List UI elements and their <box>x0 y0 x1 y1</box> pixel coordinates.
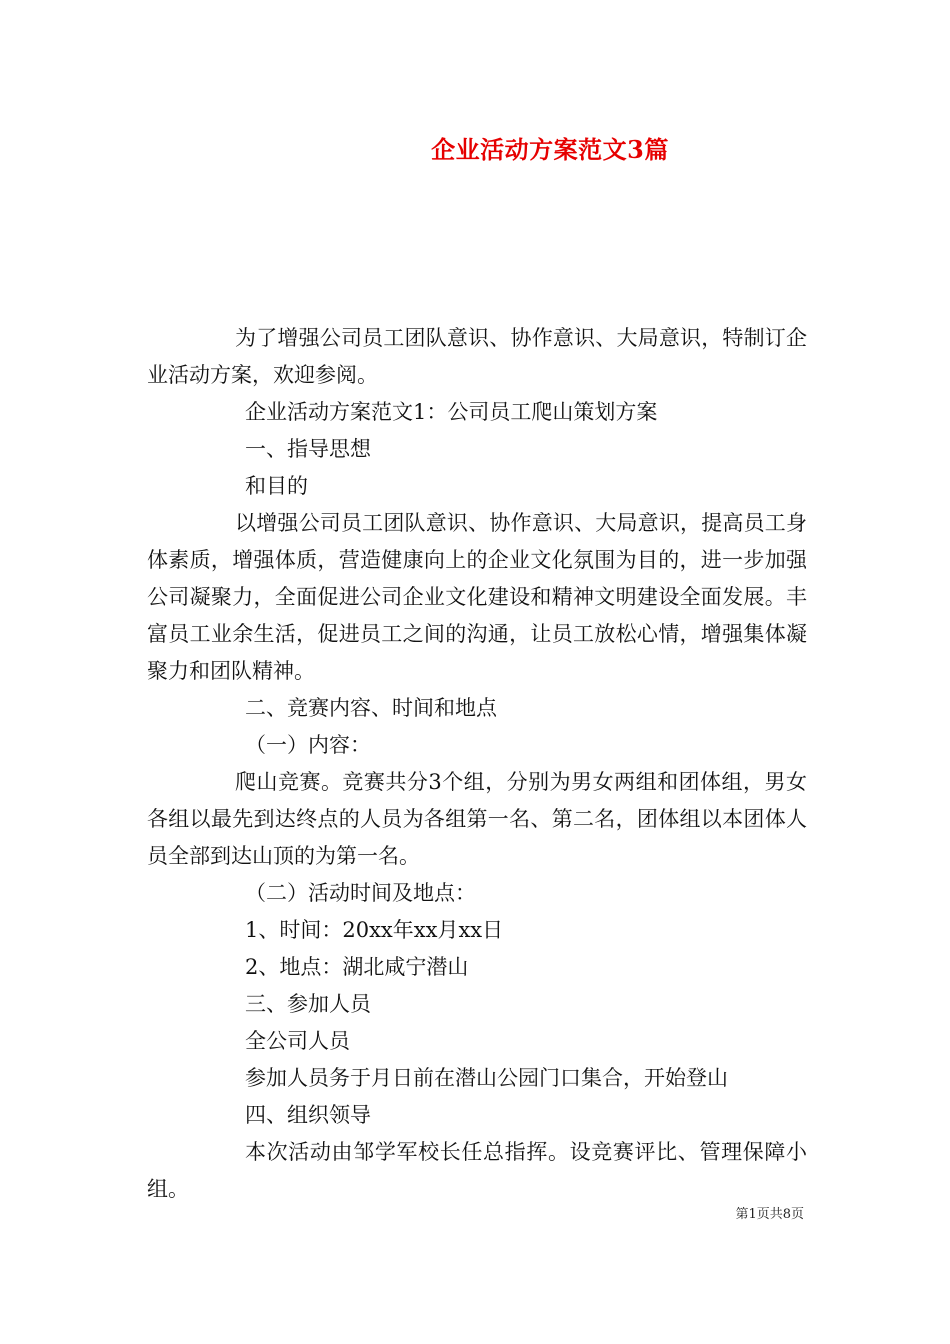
organization-paragraph: 本次活动由邹学军校长任总指挥。设竞赛评比、管理保障小组。 <box>147 1140 807 1201</box>
section-heading-1: 一、指导思想 <box>245 437 371 461</box>
sub-heading-time-place: （二）活动时间及地点： <box>245 881 476 905</box>
sub-heading-content: （一）内容： <box>245 733 371 757</box>
participants-line: 全公司人员 <box>245 1029 350 1053</box>
place-line: 2、地点：湖北咸宁潜山 <box>245 955 469 979</box>
section-heading-3: 三、参加人员 <box>245 992 371 1016</box>
intro-paragraph: 为了增强公司员工团队意识、协作意识、大局意识，特制订企业活动方案，欢迎参阅。 <box>147 326 807 387</box>
document-title: 企业活动方案范文3篇 <box>431 135 669 164</box>
time-line: 1、时间：20xx年xx月xx日 <box>245 918 504 942</box>
guideline-paragraph: 以增强公司员工团队意识、协作意识、大局意识，提高员工身体素质，增强体质，营造健康向上的企业文化氛围为目的，进一步加强公司凝聚力，全面促进公司企业文化建设和精神文明建设全面发展。丰富员工业余生活，促进员工之间的沟通，让员工放松心情，增强集体凝聚力和团队精神。 <box>147 511 807 683</box>
section-subtitle: 企业活动方案范文1：公司员工爬山策划方案 <box>245 400 658 424</box>
assembly-line: 参加人员务于月日前在潜山公园门口集合，开始登山 <box>245 1066 728 1090</box>
section-heading-2: 二、竞赛内容、时间和地点 <box>245 696 497 720</box>
content-paragraph: 爬山竞赛。竞赛共分3个组，分别为男女两组和团体组，男女各组以最先到达终点的人员为各组第一名、第二名，团体组以本团体人员全部到达山顶的为第一名。 <box>147 770 807 868</box>
document-body <box>147 320 807 1208</box>
section-heading-1-cont: 和目的 <box>245 474 308 498</box>
section-heading-4: 四、组织领导 <box>245 1103 371 1127</box>
page-number-footer: 第1页共8页 <box>735 1207 804 1222</box>
